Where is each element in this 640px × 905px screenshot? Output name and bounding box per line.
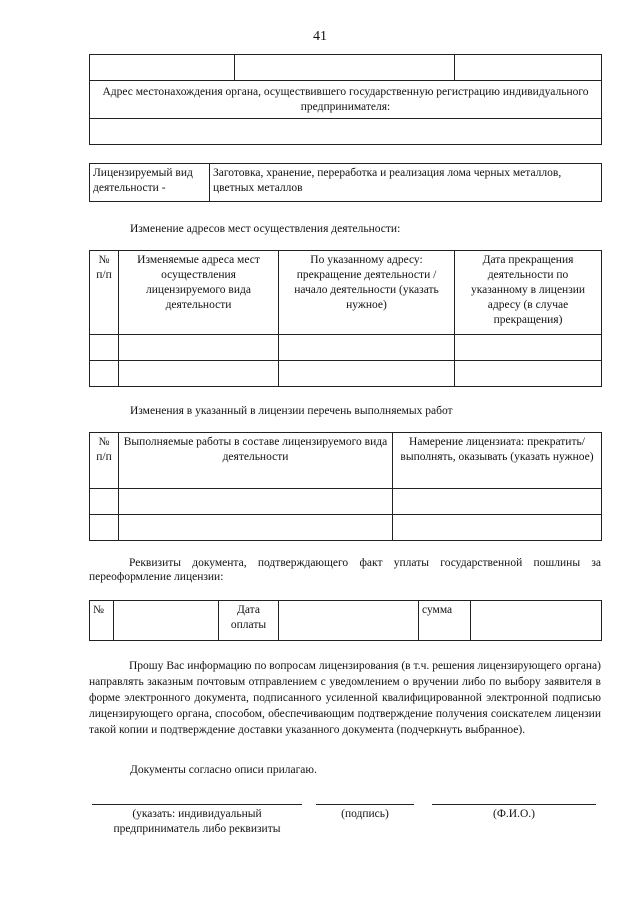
payment-heading: Реквизиты документа, подтверждающего факт уплаты государственной пошлины за переоформление лицензии: — [89, 557, 601, 584]
address-table — [89, 54, 602, 145]
addresses-change-heading: Изменение адресов мест осуществления деятельности: — [130, 223, 401, 235]
works-change-table — [89, 432, 602, 541]
col-header-addresses: Изменяемые адреса мест осуществления лицензируемого вида деятельности — [119, 251, 279, 335]
licensed-activity-label: Лицензируемый вид деятельности - — [90, 164, 210, 202]
payment-sum-label: сумма — [419, 601, 471, 641]
addresses-change-table — [89, 250, 602, 387]
table-cell[interactable] — [90, 361, 119, 387]
table-row — [90, 361, 602, 387]
table-header-row — [90, 433, 602, 489]
table-cell[interactable] — [90, 515, 119, 541]
payment-date-label: Дата оплаты — [219, 601, 279, 641]
attachments-line: Документы согласно описи прилагаю. — [130, 764, 317, 776]
payment-date-field[interactable] — [279, 601, 419, 641]
signature-caption-sign: (подпись) — [341, 808, 389, 820]
table-cell[interactable] — [119, 361, 279, 387]
address-value-field[interactable] — [90, 119, 602, 145]
payment-sum-field[interactable] — [471, 601, 602, 641]
payment-number-label: № — [90, 601, 114, 641]
table-cell[interactable] — [455, 361, 602, 387]
licensed-activity-value: Заготовка, хранение, переработка и реализация лома черных металлов, цветных металлов — [210, 164, 602, 202]
table-cell[interactable] — [455, 335, 602, 361]
col-header-intention: Намерение лицензиата: прекратить/выполнять, оказывать (указать нужное) — [393, 433, 602, 489]
table-row — [90, 515, 602, 541]
col-header-action: По указанному адресу: прекращение деятельности / начало деятельности (указать нужное) — [279, 251, 455, 335]
col-header-end-date: Дата прекращения деятельности по указанному в лицензии адресу (в случае прекращения) — [455, 251, 602, 335]
address-cell-2[interactable] — [235, 55, 455, 81]
col-header-number: № п/п — [90, 433, 119, 489]
table-cell[interactable] — [119, 515, 393, 541]
address-cell-1[interactable] — [90, 55, 235, 81]
table-row — [90, 489, 602, 515]
signature-line-name[interactable] — [432, 804, 596, 805]
col-header-works: Выполняемые работы в составе лицензируемого вида деятельности — [119, 433, 393, 489]
request-paragraph: Прошу Вас информацию по вопросам лицензирования (в т.ч. решения лицензирующего органа) направлять заказным почтовым отправлением с уведомлением о вручении либо по выбору заявителя в форме электронного документа, подписанного усиленной квалифицированной электронной подписью лицензирующего органа, способом, обеспечивающим подтверждение получения соискателем лицензии такой копии и подтверждение доставки указанного документа (подчеркнуть выбранное). — [89, 660, 601, 736]
table-cell[interactable] — [90, 489, 119, 515]
table-cell[interactable] — [279, 335, 455, 361]
table-cell[interactable] — [119, 489, 393, 515]
payment-number-field[interactable] — [114, 601, 219, 641]
table-cell[interactable] — [90, 335, 119, 361]
table-cell[interactable] — [119, 335, 279, 361]
table-row — [90, 335, 602, 361]
works-change-heading: Изменения в указанный в лицензии перечень выполняемых работ — [130, 405, 453, 417]
signature-caption-applicant: (указать: индивидуальный предприниматель либо реквизиты — [113, 808, 281, 835]
signature-line-applicant[interactable] — [92, 804, 302, 805]
table-header-row — [90, 251, 602, 335]
payment-table — [89, 600, 602, 641]
address-cell-3[interactable] — [455, 55, 602, 81]
table-cell[interactable] — [393, 515, 602, 541]
address-label: Адрес местонахождения органа, осуществившего государственную регистрацию индивидуального предпринимателя: — [90, 81, 602, 119]
page-number: 41 — [313, 29, 327, 44]
table-cell[interactable] — [279, 361, 455, 387]
signature-caption-name: (Ф.И.О.) — [493, 808, 535, 820]
table-cell[interactable] — [393, 489, 602, 515]
signature-line-sign[interactable] — [316, 804, 414, 805]
licensed-activity-table — [89, 163, 602, 202]
col-header-number: № п/п — [90, 251, 119, 335]
